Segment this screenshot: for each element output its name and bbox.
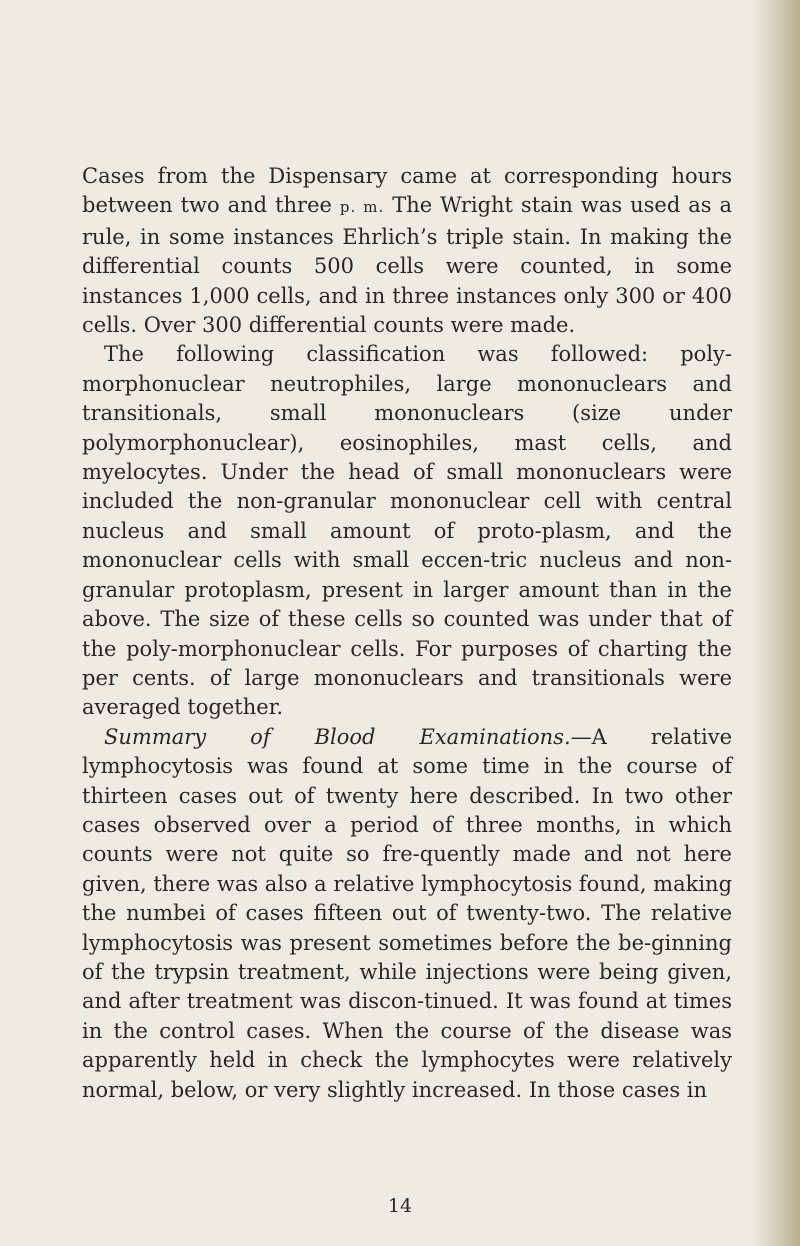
section-heading-summary: Summary of Blood Examinations. — [104, 724, 571, 749]
page-edge-shadow — [752, 0, 800, 1246]
body-text — [82, 162, 732, 1105]
paragraph-1-text-b: The Wright stain was used as a rule, in some instances Ehrlich’s triple stain. In making the differential counts 500 cells were counted, in some instances 1,000 cells, and in three instances only 300 or 400 cells. Over 300 differential counts were made. — [82, 193, 732, 338]
time-abbreviation: p. m. — [339, 198, 385, 217]
page-number: 14 — [387, 1195, 413, 1217]
paragraph-summary — [82, 723, 732, 1105]
paragraph-classification: The following classification was followed: poly-morphonuclear neutrophiles, large mononuclears and transitionals, small mononuclears (size under polymorphonuclear), eosinophiles, mast cells, and myelocytes. Under the head of small mononuclears were included the non-granular mononuclear cell with central nucleus and small amount of proto-plasm, and the mononuclear cells with small eccen-tric nucleus and non-granular protoplasm, present in larger amount than in the above. The size of these cells so counted was under that of the poly-morphonuclear cells. For purposes of charting the per cents. of large mononuclears and transitionals were averaged together. — [82, 342, 732, 720]
paragraph-1-text-a: Cases from the Dispensary came at corresponding hours between two and three — [82, 164, 732, 218]
paragraph-dispensary-cases — [82, 162, 732, 340]
paragraph-3-body: —A relative lymphocytosis was found at some time in the course of thirteen cases out of twenty here described. In two other cases observed over a period of three months, in which counts were not quite so fre-quently made and not here given, there was also a relative lymphocytosis found, making the numbei of cases fifteen out of twenty-two. The relative lymphocytosis was present sometimes before the be-ginning of the trypsin treatment, while injections were being given, and after treatment was discon-tinued. It was found at times in the control cases. When the course of the disease was apparently held in check the lymphocytes were relatively normal, below, or very slightly increased. In those cases in — [82, 724, 733, 1102]
